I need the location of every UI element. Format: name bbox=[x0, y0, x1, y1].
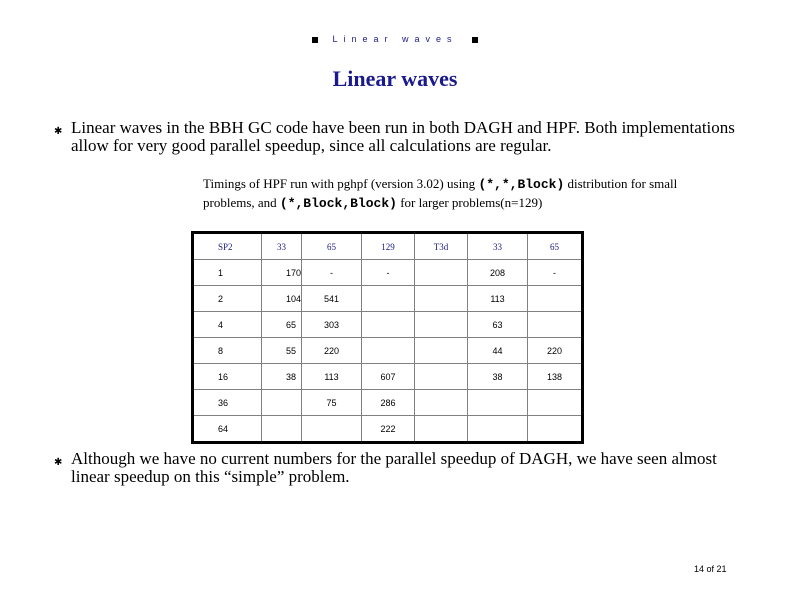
table-cell bbox=[415, 390, 468, 416]
square-bullet-icon bbox=[312, 37, 318, 43]
bullet-item bbox=[50, 450, 740, 486]
table-cell: 2 bbox=[193, 286, 262, 312]
table-cell: 4 bbox=[193, 312, 262, 338]
table-cell: - bbox=[528, 260, 583, 286]
timings-table bbox=[191, 231, 584, 444]
table-cell: 44 bbox=[468, 338, 528, 364]
table-cell bbox=[362, 338, 415, 364]
table-cell: 607 bbox=[362, 364, 415, 390]
table-cell: 220 bbox=[528, 338, 583, 364]
table-cell: 104 bbox=[262, 286, 302, 312]
table-cell: 38 bbox=[468, 364, 528, 390]
column-header: 33 bbox=[262, 233, 302, 260]
bullet-text: Although we have no current numbers for the parallel speedup of DAGH, we have seen almost linear speedup on this “simple” problem. bbox=[71, 449, 717, 486]
table-cell: - bbox=[362, 260, 415, 286]
running-title: Linear waves bbox=[332, 34, 458, 44]
table-row bbox=[193, 286, 583, 312]
table-row bbox=[193, 312, 583, 338]
table-cell: 64 bbox=[193, 416, 262, 443]
table-header-row bbox=[193, 233, 583, 260]
table-cell bbox=[415, 286, 468, 312]
table-cell: 113 bbox=[468, 286, 528, 312]
table-cell bbox=[302, 416, 362, 443]
table-row bbox=[193, 364, 583, 390]
table-cell: 16 bbox=[193, 364, 262, 390]
table-cell bbox=[262, 416, 302, 443]
column-header: 65 bbox=[302, 233, 362, 260]
table-cell bbox=[468, 416, 528, 443]
table-cell: 222 bbox=[362, 416, 415, 443]
caption-code: (*,*,Block) bbox=[478, 177, 565, 192]
page-number: 14 of 21 bbox=[694, 564, 727, 574]
table-cell: 220 bbox=[302, 338, 362, 364]
table-cell: 138 bbox=[528, 364, 583, 390]
bullet-text: Linear waves in the BBH GC code have been run in both DAGH and HPF. Both implementations allow for very good parallel speedup, since all calculations are regular. bbox=[71, 118, 735, 155]
slide-title: Linear waves bbox=[332, 66, 458, 91]
caption-text: for larger problems(n=129) bbox=[400, 195, 543, 210]
table-cell bbox=[415, 312, 468, 338]
column-header: T3d bbox=[415, 233, 468, 260]
table-cell bbox=[468, 390, 528, 416]
bullet-item bbox=[50, 119, 740, 155]
table-cell bbox=[528, 312, 583, 338]
table-cell: 541 bbox=[302, 286, 362, 312]
asterisk-bullet-icon: ✱ bbox=[54, 457, 63, 468]
table-cell: 113 bbox=[302, 364, 362, 390]
table-cell: 8 bbox=[193, 338, 262, 364]
table-cell bbox=[528, 416, 583, 443]
column-header: 65 bbox=[528, 233, 583, 260]
table-row bbox=[193, 390, 583, 416]
table-row bbox=[193, 260, 583, 286]
table-cell: - bbox=[302, 260, 362, 286]
asterisk-bullet-icon: ✱ bbox=[54, 126, 63, 137]
table-cell bbox=[362, 286, 415, 312]
table-cell bbox=[528, 390, 583, 416]
table-cell: 63 bbox=[468, 312, 528, 338]
running-header bbox=[0, 34, 790, 44]
column-header: 129 bbox=[362, 233, 415, 260]
table-cell bbox=[415, 338, 468, 364]
caption-code: (*,Block,Block) bbox=[279, 196, 397, 211]
table-cell: 208 bbox=[468, 260, 528, 286]
table-cell: 36 bbox=[193, 390, 262, 416]
table-cell bbox=[262, 390, 302, 416]
table-cell bbox=[415, 416, 468, 443]
table-cell: 303 bbox=[302, 312, 362, 338]
table-cell bbox=[528, 286, 583, 312]
table-cell: 170 bbox=[262, 260, 302, 286]
caption-text: distribution for small problems, and bbox=[203, 176, 678, 210]
table-cell: 75 bbox=[302, 390, 362, 416]
table-cell bbox=[415, 364, 468, 390]
caption-text: Timings of HPF run with pghpf (version 3.02) using bbox=[203, 176, 476, 191]
table-cell: 1 bbox=[193, 260, 262, 286]
table-cell: 55 bbox=[262, 338, 302, 364]
table-row bbox=[193, 338, 583, 364]
table-row bbox=[193, 416, 583, 443]
column-header: 33 bbox=[468, 233, 528, 260]
square-bullet-icon bbox=[472, 37, 478, 43]
column-header: SP2 bbox=[193, 233, 262, 260]
table-caption bbox=[203, 175, 683, 213]
table-cell: 38 bbox=[262, 364, 302, 390]
table-cell bbox=[362, 312, 415, 338]
table-cell: 286 bbox=[362, 390, 415, 416]
table-cell bbox=[415, 260, 468, 286]
table-cell: 65 bbox=[262, 312, 302, 338]
